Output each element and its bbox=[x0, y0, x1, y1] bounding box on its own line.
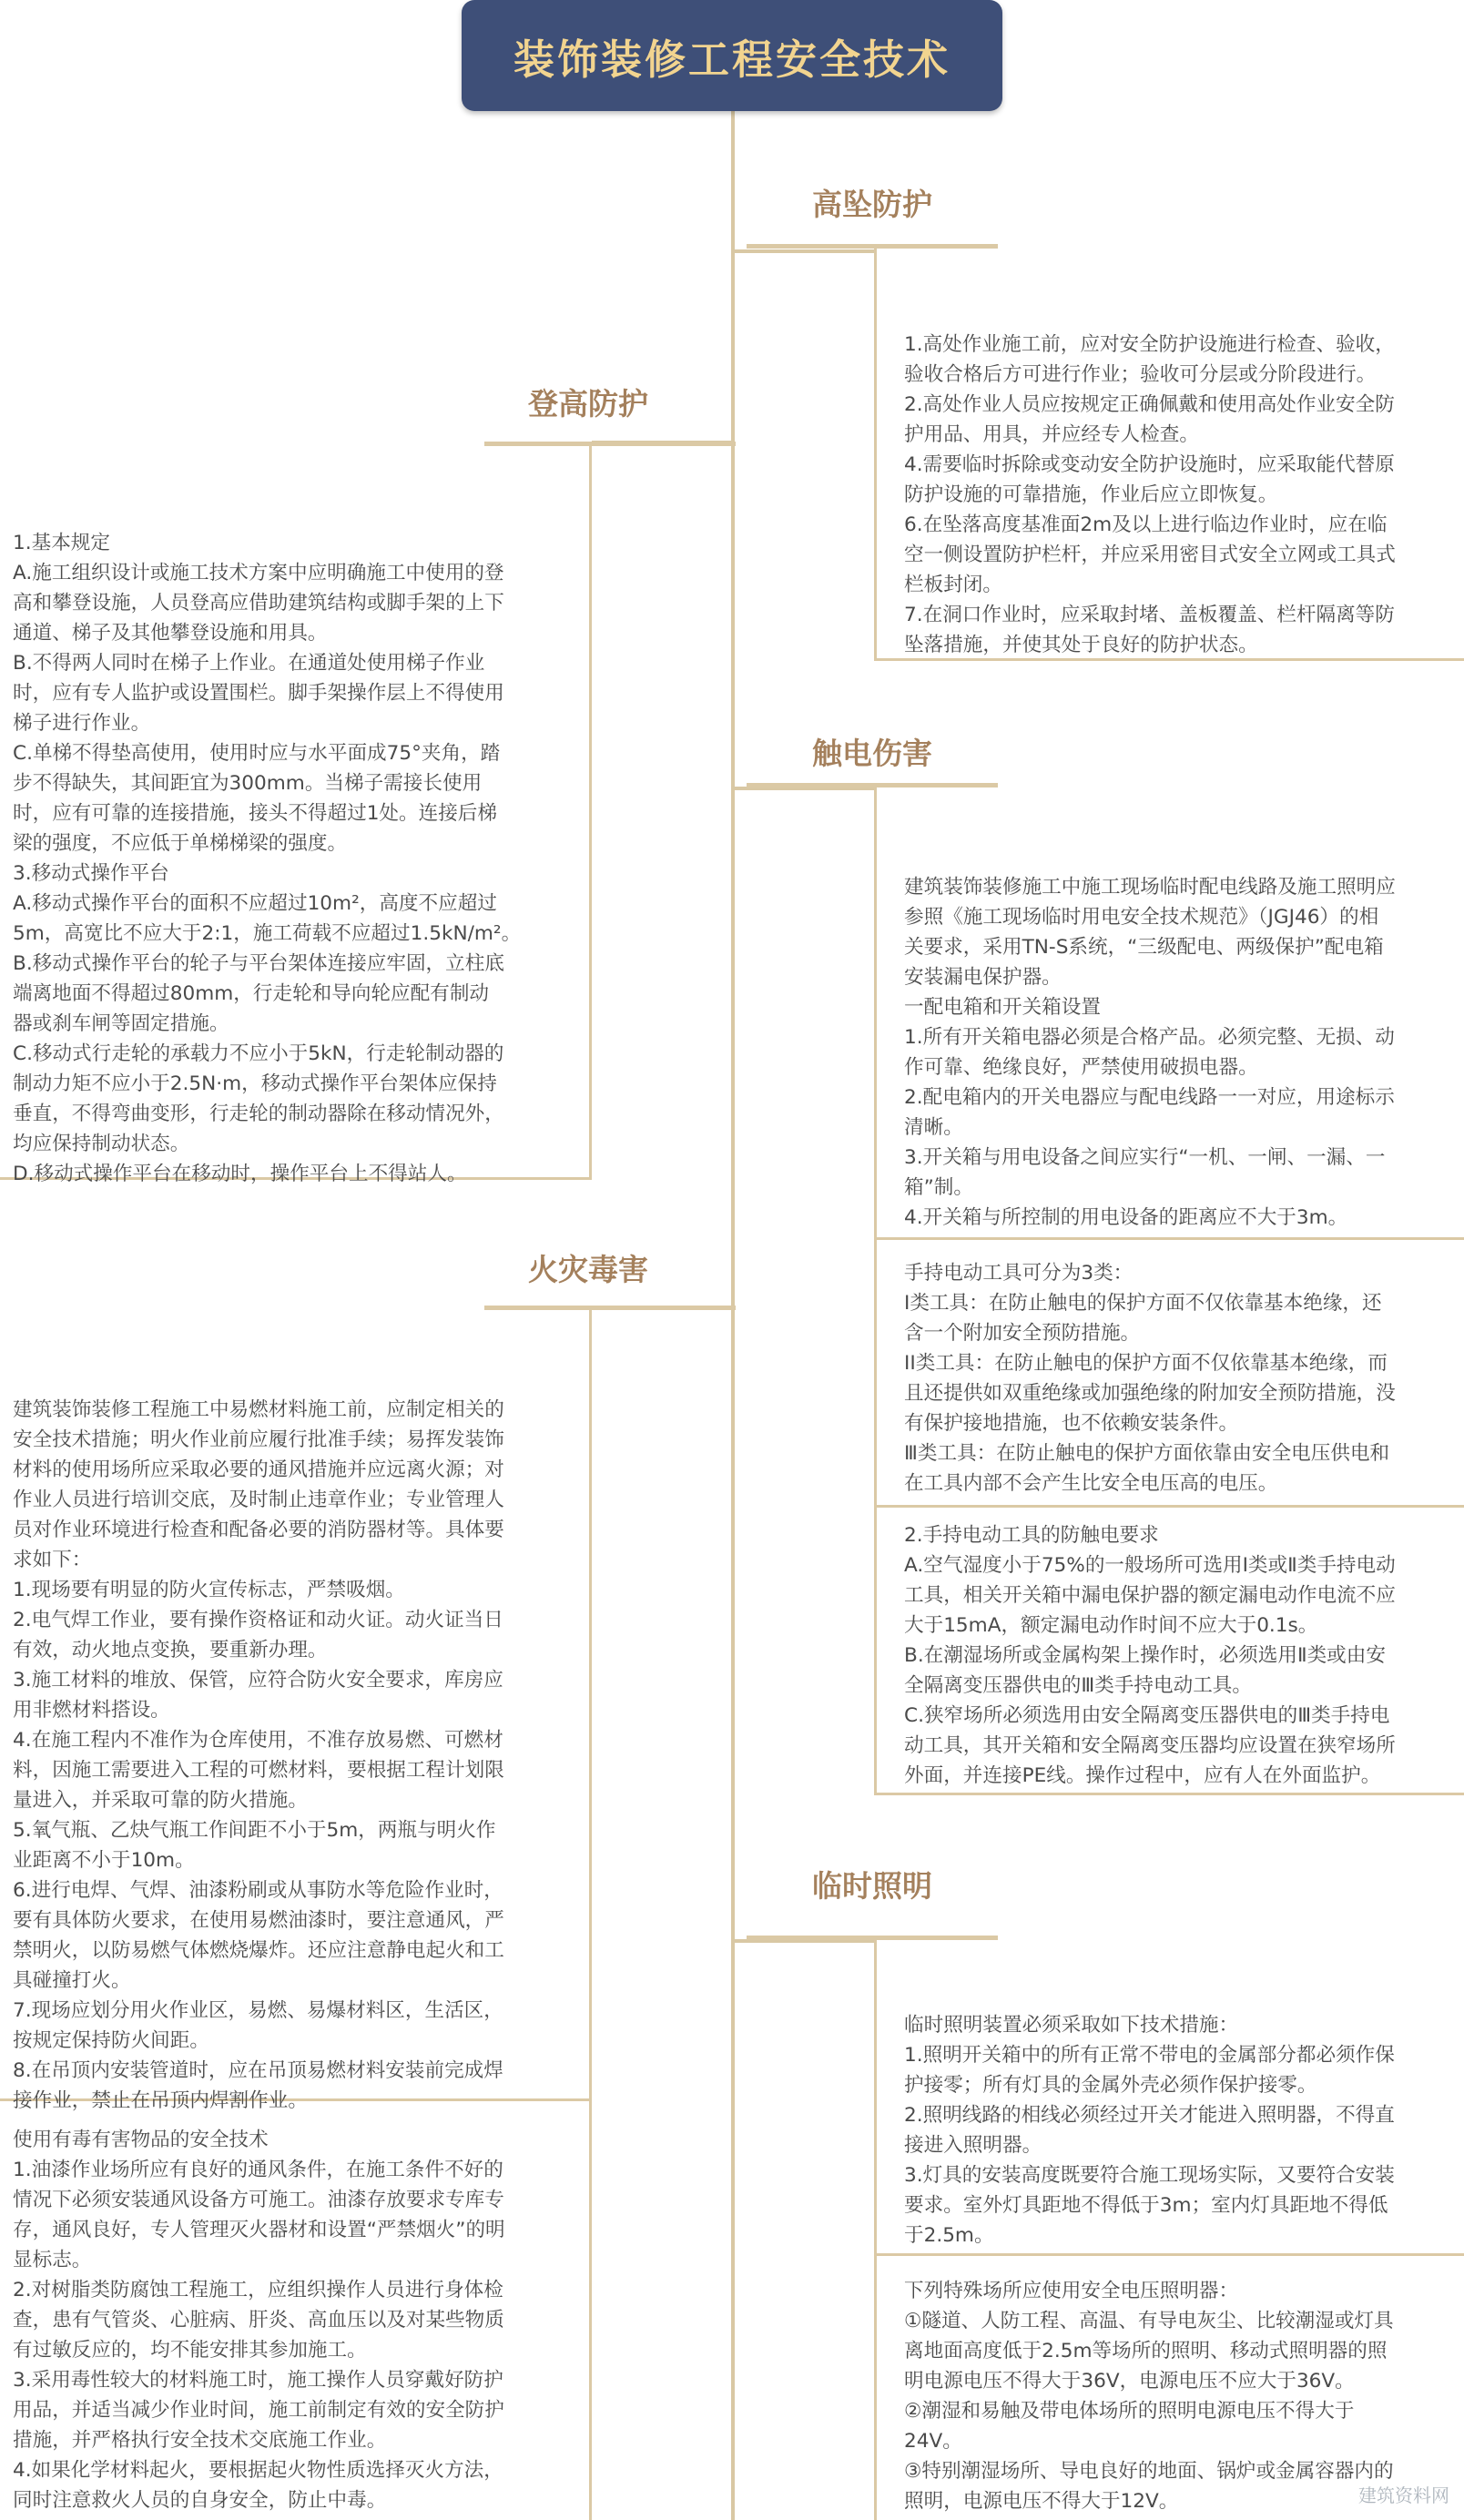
text-line: 员对作业环境进行检查和配备必要的消防器材等。具体要 bbox=[13, 1519, 504, 1541]
text-line: 2.对树脂类防腐蚀工程施工，应组织操作人员进行身体检 bbox=[13, 2279, 503, 2302]
text-line: 且还提供如双重绝缘或加强绝缘的附加安全预防措施，没 bbox=[904, 1382, 1396, 1405]
text-line: 3.施工材料的堆放、保管，应符合防火安全要求，库房应 bbox=[13, 1669, 503, 1692]
text-line: 离地面高度低于2.5m等场所的照明、移动式照明器的照 bbox=[904, 2340, 1388, 2362]
text-line: 措施，并严格执行安全技术交底施工作业。 bbox=[13, 2429, 387, 2452]
text-line: 8.在吊顶内安装管道时，应在吊顶易燃材料安装前完成焊 bbox=[13, 2059, 503, 2082]
text-line: 时，应有专人监护或设置围栏。脚手架操作层上不得使用 bbox=[13, 682, 504, 705]
text-line: 清晰。 bbox=[904, 1116, 963, 1139]
text-line: Ⅲ类工具：在防止触电的保护方面依靠由安全电压供电和 bbox=[904, 1442, 1390, 1465]
text-line: 3.采用毒性较大的材料施工时，施工操作人员穿戴好防护 bbox=[13, 2369, 503, 2392]
text-line: 1.油漆作业场所应有良好的通风条件，在施工条件不好的 bbox=[13, 2159, 503, 2181]
leaf-huozai-1 bbox=[0, 1307, 592, 2112]
branch-title-huozai: 火灾毒害 bbox=[528, 1252, 648, 1287]
text-line: 下列特殊场所应使用安全电压照明器： bbox=[904, 2280, 1239, 2302]
text-line: 在工具内部不会产生比安全电压高的电压。 bbox=[904, 1472, 1278, 1495]
text-line: 6.进行电焊、气焊、油漆粉刷或从事防水等危险作业时， bbox=[13, 1879, 503, 1902]
text-line: 空一侧设置防护栏杆，并应采用密目式安全立网或工具式 bbox=[904, 544, 1396, 566]
text-line: 外面，并连接PE线。操作过程中，应有人在外面监护。 bbox=[904, 1764, 1381, 1787]
text-line: 护用品、用具，并应经专人检查。 bbox=[904, 423, 1199, 446]
text-line: D.移动式操作平台在移动时，操作平台上不得站人。 bbox=[13, 1163, 467, 1185]
text-line: 工具，相关开关箱中漏电保护器的额定漏电动作电流不应 bbox=[904, 1584, 1396, 1607]
text-line: 临时照明装置必须采取如下技术措施： bbox=[904, 2014, 1239, 2037]
text-line: A.空气湿度小于75%的一般场所可选用I类或Ⅱ类手持电动 bbox=[904, 1554, 1396, 1577]
text-line: 动工具，其开关箱和安全隔离变压器均应设置在狭窄场所 bbox=[904, 1734, 1396, 1757]
text-line: 明电源电压不得大于36V，电源电压不应大于36V。 bbox=[904, 2370, 1355, 2393]
text-line: 有效，动火地点变换，要重新办理。 bbox=[13, 1639, 328, 1661]
text-line: 2.配电箱内的开关电器应与配电线路一一对应，用途标示 bbox=[904, 1086, 1395, 1109]
text-line: 验收合格后方可进行作业；验收可分层或分阶段进行。 bbox=[904, 363, 1377, 386]
text-line: 建筑装饰装修工程施工中易燃材料施工前，应制定相关的 bbox=[13, 1398, 504, 1421]
text-line: 3.开关箱与用电设备之间应实行“一机、一闸、一漏、一 bbox=[904, 1146, 1386, 1169]
text-line: 接作业，禁止在吊顶内焊割作业。 bbox=[13, 2089, 308, 2112]
text-line: 安装漏电保护器。 bbox=[904, 966, 1062, 989]
text-line: 安全技术措施；明火作业前应履行批准手续；易挥发装饰 bbox=[13, 1428, 504, 1451]
text-line: I类工具：在防止触电的保护方面不仅依靠基本绝缘，还 bbox=[904, 1292, 1382, 1315]
branch-title-denggao: 登高防护 bbox=[528, 386, 648, 422]
text-line: 关要求，采用TN-S系统，“三级配电、两级保护”配电箱 bbox=[904, 936, 1384, 959]
text-line: 用非燃材料搭设。 bbox=[13, 1699, 170, 1722]
text-line: 料，因施工需要进入工程的可燃材料，要根据工程计划限 bbox=[13, 1759, 504, 1782]
text-line: 器或刹车闸等固定措施。 bbox=[13, 1012, 229, 1035]
text-line: 24V。 bbox=[904, 2430, 962, 2453]
text-line: 要求。室外灯具距地不得低于3m；室内灯具距地不得低 bbox=[904, 2194, 1388, 2217]
text-line: 2.电气焊工作业，要有操作资格证和动火证。动火证当日 bbox=[13, 1609, 503, 1631]
text-line: 护接零；所有灯具的金属外壳必须作保护接零。 bbox=[904, 2074, 1317, 2097]
text-line: 3.灯具的安装高度既要符合施工现场实际，又要符合安装 bbox=[904, 2164, 1395, 2187]
leaf-gaozhui bbox=[874, 246, 1464, 661]
text-line: 于2.5m。 bbox=[904, 2224, 994, 2247]
text-line: 4.如果化学材料起火，要根据起火物性质选择灭火方法， bbox=[13, 2459, 503, 2482]
text-line: 高和攀登设施，人员登高应借助建筑结构或脚手架的上下 bbox=[13, 592, 504, 615]
branch-title-zhaoming: 临时照明 bbox=[812, 1868, 932, 1904]
text-line: 存，通风良好，专人管理灭火器材和设置“严禁烟火”的明 bbox=[13, 2219, 505, 2241]
text-line: 4.需要临时拆除或变动安全防护设施时，应采取能代替原 bbox=[904, 453, 1395, 476]
text-line: 栏板封闭。 bbox=[904, 574, 1002, 596]
text-line: 作可靠、绝缘良好，严禁使用破损电器。 bbox=[904, 1056, 1258, 1079]
text-line: 通道、梯子及其他攀登设施和用具。 bbox=[13, 622, 328, 645]
text-line: 2.照明线路的相线必须经过开关才能进入照明器，不得直 bbox=[904, 2104, 1395, 2127]
text-line: 有保护接地措施，也不依赖安装条件。 bbox=[904, 1412, 1239, 1435]
text-line: 建筑装饰装修施工中施工现场临时配电线路及施工照明应 bbox=[904, 876, 1396, 899]
leaf-zhaoming-1 bbox=[874, 1937, 1464, 2256]
text-line: 5m，高宽比不应大于2:1，施工荷载不应超过1.5kN/m²。 bbox=[13, 922, 522, 945]
text-line: 同时注意救火人员的自身安全，防止中毒。 bbox=[13, 2489, 387, 2512]
text-line: II类工具：在防止触电的保护方面不仅依靠基本绝缘，而 bbox=[904, 1352, 1388, 1375]
text-line: A.施工组织设计或施工技术方案中应明确施工中使用的登 bbox=[13, 562, 504, 584]
text-line: 3.移动式操作平台 bbox=[13, 862, 169, 885]
text-line: 一配电箱和开关箱设置 bbox=[904, 996, 1101, 1019]
text-line: 梁的强度，不应低于单梯梯梁的强度。 bbox=[13, 832, 348, 855]
text-line: 量进入，并采取可靠的防火措施。 bbox=[13, 1789, 308, 1812]
leaf-huozai-2 bbox=[0, 2101, 592, 2520]
text-line: 查，患有气管炎、心脏病、肝炎、高血压以及对某些物质 bbox=[13, 2309, 504, 2332]
text-line: 1.基本规定 bbox=[13, 532, 110, 554]
text-line: 7.在洞口作业时，应采取封堵、盖板覆盖、栏杆隔离等防 bbox=[904, 604, 1395, 626]
leaf-chudian-1 bbox=[874, 785, 1464, 1240]
branch-title-gaozhui: 高坠防护 bbox=[812, 187, 932, 222]
text-line: 4.开关箱与所控制的用电设备的距离应不大于3m。 bbox=[904, 1206, 1348, 1229]
branch-title-chudian: 触电伤害 bbox=[812, 736, 932, 771]
text-line: 梯子进行作业。 bbox=[13, 712, 151, 735]
trunk-line bbox=[731, 111, 735, 2520]
connector-gaozhui bbox=[733, 249, 877, 253]
leaf-denggao bbox=[0, 442, 592, 1185]
text-line: 材料的使用场所应采取必要的通风措施并应远离火源；对 bbox=[13, 1458, 504, 1481]
text-line: B.不得两人同时在梯子上作业。在通道处使用梯子作业 bbox=[13, 652, 485, 675]
watermark-text: 建筑资料网 bbox=[1358, 2484, 1449, 2506]
text-line: 制动力矩不应小于2.5N·m，移动式操作平台架体应保持 bbox=[13, 1072, 497, 1095]
text-line: 具碰撞打火。 bbox=[13, 1969, 131, 1992]
text-line: 防护设施的可靠措施，作业后应立即恢复。 bbox=[904, 483, 1278, 506]
text-line: 使用有毒有害物品的安全技术 bbox=[13, 2129, 269, 2151]
text-line: 步不得缺失，其间距宜为300mm。当梯子需接长使用 bbox=[13, 772, 483, 795]
text-line: ③特别潮湿场所、导电良好的地面、锅炉或金属容器内的 bbox=[904, 2460, 1394, 2483]
text-line: 时，应有可靠的连接措施，接头不得超过1处。连接后梯 bbox=[13, 802, 497, 825]
text-line: 端离地面不得超过80mm，行走轮和导向轮应配有制动 bbox=[13, 982, 490, 1005]
text-line: 2.高处作业人员应按规定正确佩戴和使用高处作业安全防 bbox=[904, 393, 1395, 416]
text-line: 1.照明开关箱中的所有正常不带电的金属部分都必须作保 bbox=[904, 2044, 1395, 2067]
text-line: 情况下必须安装通风设备方可施工。油漆存放要求专库专 bbox=[13, 2189, 504, 2211]
text-line: 7.现场应划分用火作业区，易燃、易爆材料区，生活区， bbox=[13, 1999, 503, 2022]
text-line: 6.在坠落高度基准面2m及以上进行临边作业时，应在临 bbox=[904, 513, 1388, 536]
text-line: 含一个附加安全预防措施。 bbox=[904, 1322, 1141, 1345]
leaf-chudian-3 bbox=[874, 1508, 1464, 1795]
text-line: 1.所有开关箱电器必须是合格产品。必须完整、无损、动 bbox=[904, 1026, 1395, 1049]
text-line: 参照《施工现场临时用电安全技术规范》（JGJ46）的相 bbox=[904, 906, 1379, 929]
text-line: 箱”制。 bbox=[904, 1176, 973, 1199]
text-line: 垂直，不得弯曲变形，行走轮的制动器除在移动情况外， bbox=[13, 1102, 504, 1125]
text-line: B.移动式操作平台的轮子与平台架体连接应牢固，立柱底 bbox=[13, 952, 504, 975]
text-line: 4.在施工程内不准作为仓库使用，不准存放易燃、可燃材 bbox=[13, 1729, 503, 1752]
text-line: 手持电动工具可分为3类： bbox=[904, 1262, 1134, 1285]
text-line: 显标志。 bbox=[13, 2249, 92, 2271]
text-line: 2.手持电动工具的防触电要求 bbox=[904, 1524, 1159, 1547]
text-line: 有过敏反应的，均不能安排其参加施工。 bbox=[13, 2339, 367, 2362]
mindmap-title: 装饰装修工程安全技术 bbox=[462, 0, 1002, 111]
text-line: 用品，并适当减少作业时间，施工前制定有效的安全防护 bbox=[13, 2399, 504, 2422]
text-line: 求如下： bbox=[13, 1549, 92, 1571]
text-line: C.单梯不得垫高使用，使用时应与水平面成75°夹角，踏 bbox=[13, 742, 501, 765]
text-line: C.狭窄场所必须选用由安全隔离变压器供电的Ⅲ类手持电 bbox=[904, 1704, 1390, 1727]
text-line: 1.高处作业施工前，应对安全防护设施进行检查、验收， bbox=[904, 333, 1395, 356]
text-line: 业距离不小于10m。 bbox=[13, 1849, 195, 1872]
text-line: A.移动式操作平台的面积不应超过10m²，高度不应超过 bbox=[13, 892, 497, 915]
text-line: 1.现场要有明显的防火宣传标志，严禁吸烟。 bbox=[13, 1579, 405, 1601]
text-line: 照明，电源电压不得大于12V。 bbox=[904, 2490, 1179, 2513]
text-line: 大于15mA，额定漏电动作时间不应大于0.1s。 bbox=[904, 1614, 1318, 1637]
text-line: 全隔离变压器供电的Ⅲ类手持电动工具。 bbox=[904, 1674, 1252, 1697]
text-line: ①隧道、人防工程、高温、有导电灰尘、比较潮湿或灯具 bbox=[904, 2310, 1394, 2332]
text-line: 坠落措施，并使其处于良好的防护状态。 bbox=[904, 634, 1258, 656]
text-line: C.移动式行走轮的承载力不应小于5kN，行走轮制动器的 bbox=[13, 1042, 504, 1065]
text-line: 要有具体防火要求，在使用易燃油漆时，要注意通风，严 bbox=[13, 1909, 504, 1932]
text-line: 按规定保持防火间距。 bbox=[13, 2029, 209, 2052]
text-line: ②潮湿和易触及带电体场所的照明电源电压不得大于 bbox=[904, 2400, 1355, 2423]
text-line: 禁明火，以防易燃气体燃烧爆炸。还应注意静电起火和工 bbox=[13, 1939, 504, 1962]
text-line: 接进入照明器。 bbox=[904, 2134, 1042, 2157]
text-line: B.在潮湿场所或金属构架上操作时，必须选用Ⅱ类或由安 bbox=[904, 1644, 1386, 1667]
text-line: 5.氧气瓶、乙炔气瓶工作间距不小于5m，两瓶与明火作 bbox=[13, 1819, 496, 1842]
text-line: 作业人员进行培训交底，及时制止违章作业；专业管理人 bbox=[13, 1489, 504, 1511]
leaf-chudian-2 bbox=[874, 1240, 1464, 1508]
text-line: 均应保持制动状态。 bbox=[13, 1133, 190, 1155]
